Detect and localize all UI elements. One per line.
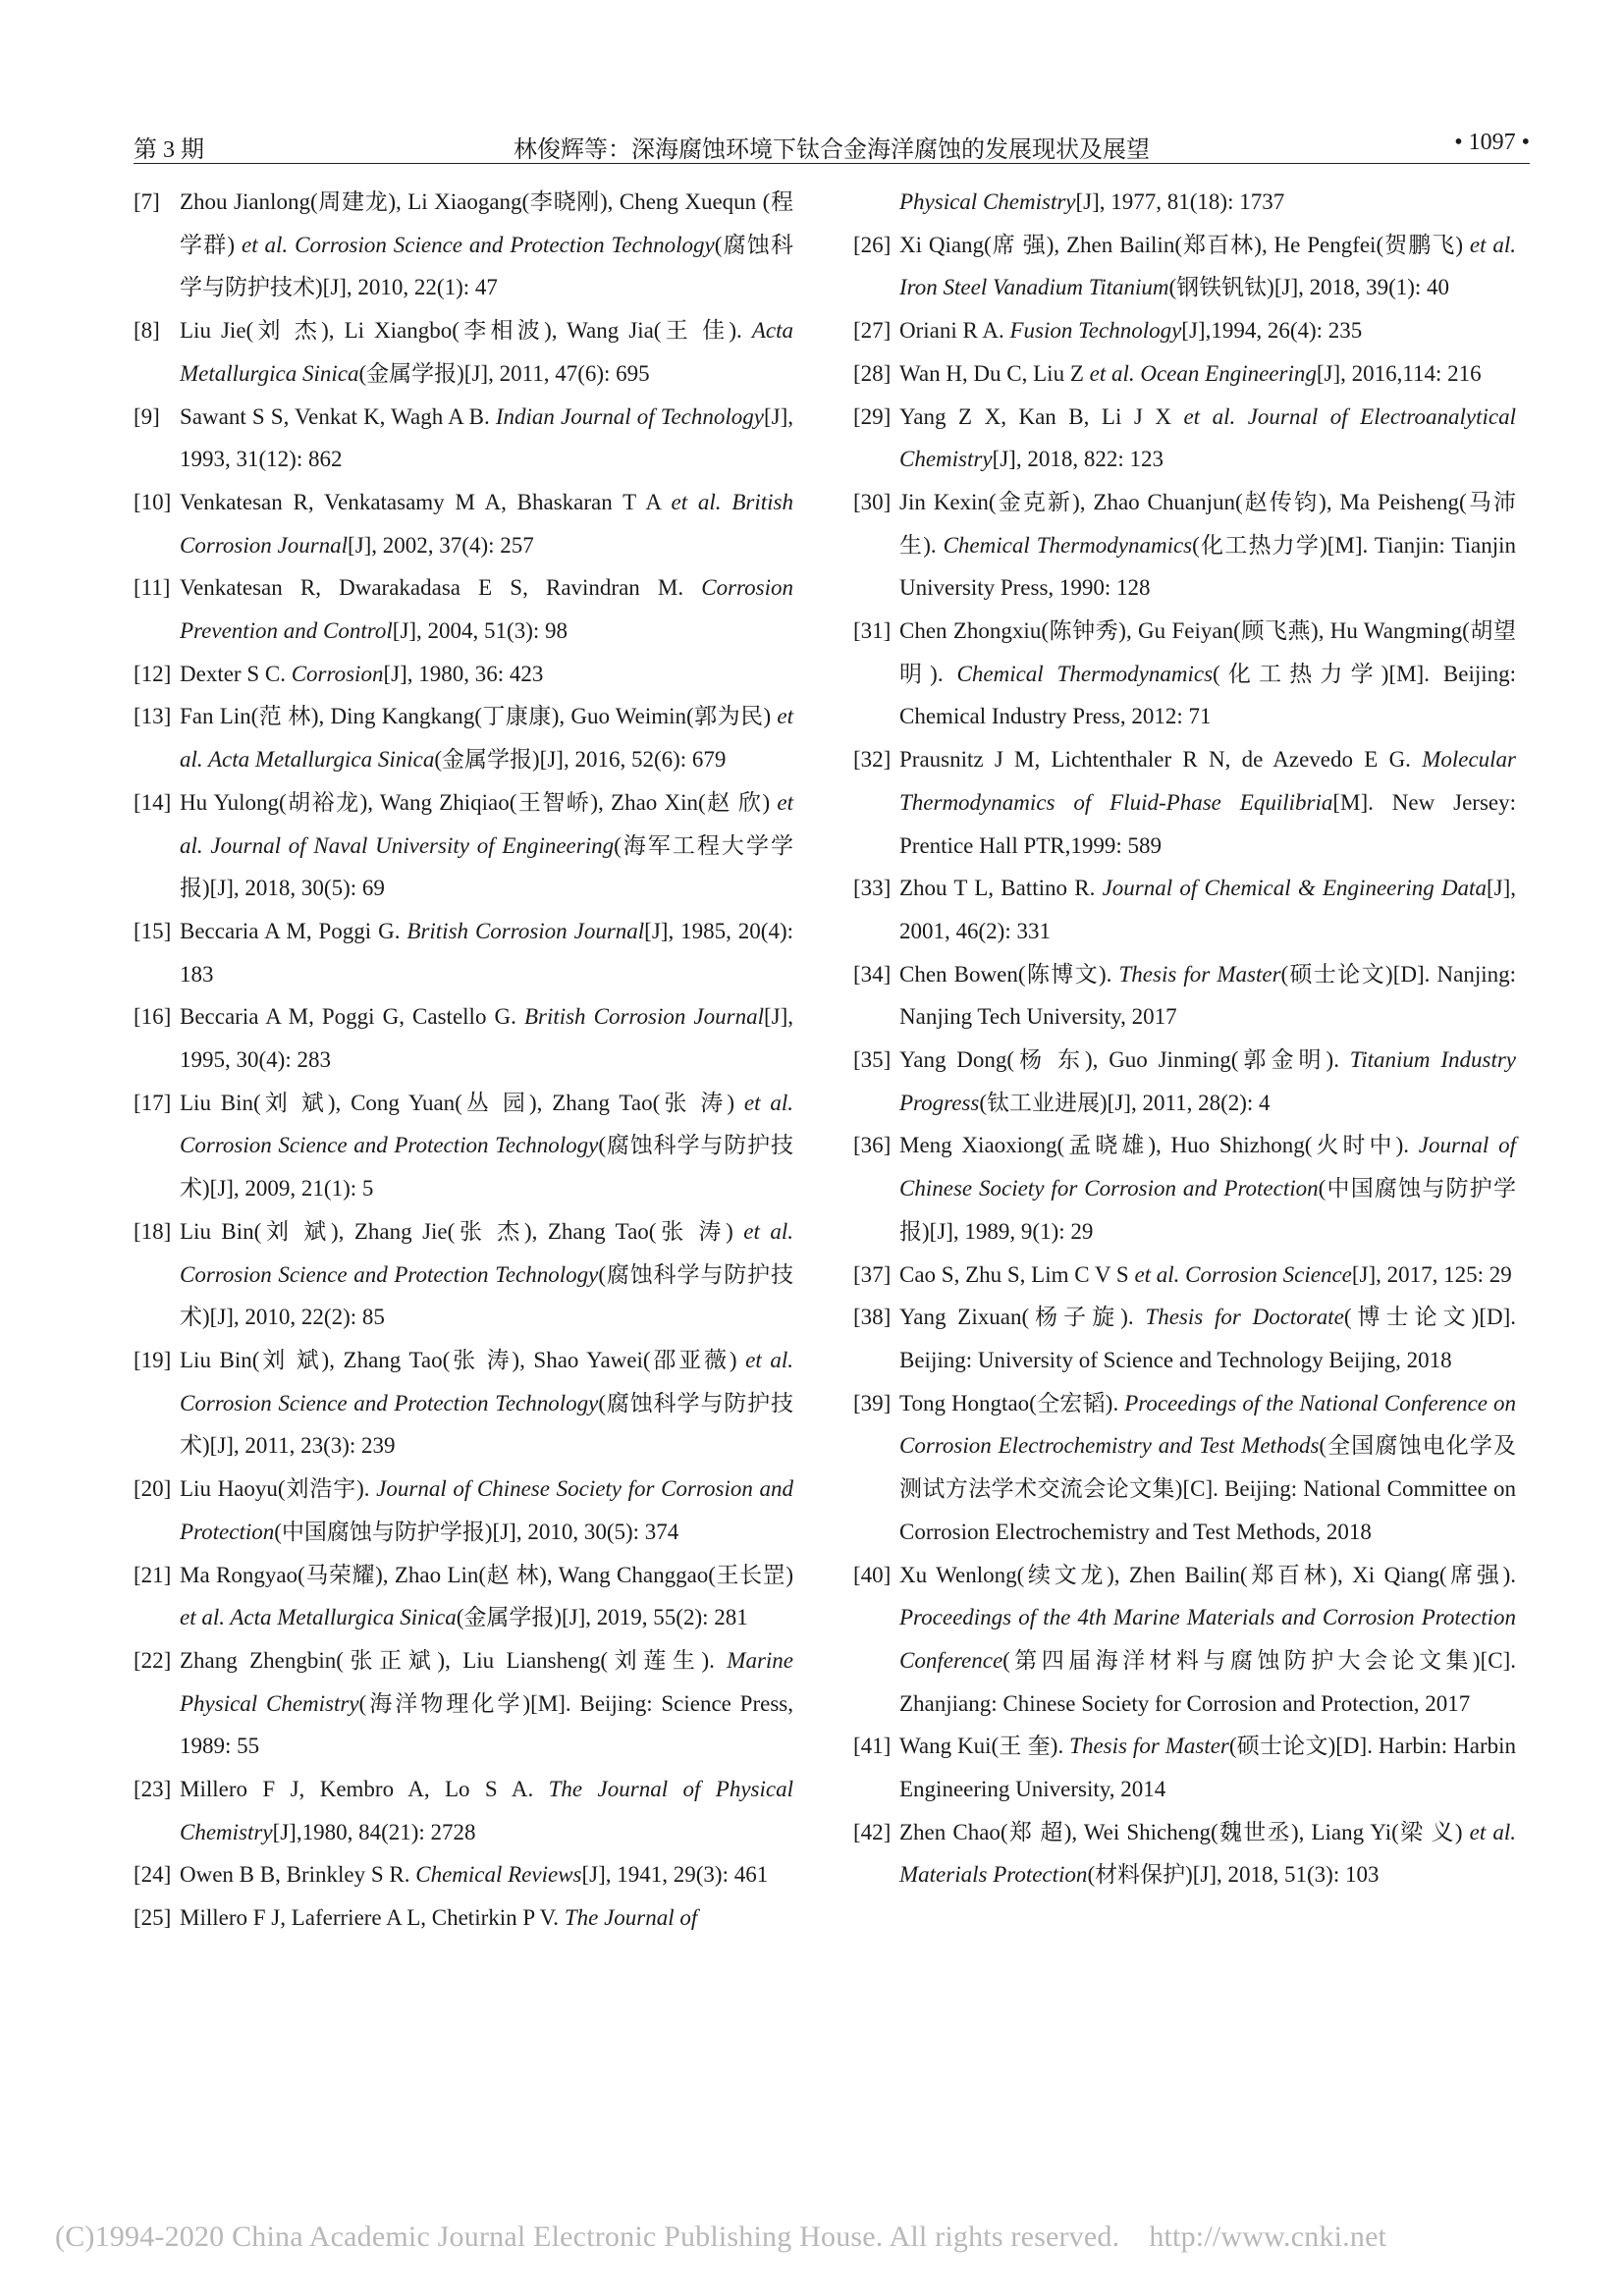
reference-number: [41] — [853, 1734, 892, 1759]
reference-text: Xi Qiang(席 强), Zhen Bailin(郑百林), He Pengfei(贺鹏飞) et al. Iron Steel Vanadium Titanium(钢铁钒钛)[J], 2018, 39(1): 40 — [899, 232, 1516, 300]
reference-continuation: Physical Chemistry[J], 1977, 81(18): 1737 — [899, 189, 1285, 214]
reference-text: Zhou T L, Battino R. Journal of Chemical & Engineering Data[J], 2001, 46(2): 331 — [899, 876, 1516, 943]
reference-text: Liu Bin(刘 斌), Cong Yuan(丛 园), Zhang Tao(张 涛) et al. Corrosion Science and Protection Technology(腐蚀科学与防护技术)[J], 2009, 21(1): 5 — [180, 1090, 793, 1201]
reference-item — [853, 738, 1516, 867]
reference-number: [37] — [853, 1261, 892, 1287]
reference-item — [853, 867, 1516, 952]
reference-item — [134, 995, 793, 1081]
reference-text: Beccaria A M, Poggi G, Castello G. British Corrosion Journal[J], 1995, 30(4): 283 — [180, 1004, 793, 1073]
copyright-footer — [55, 2220, 1569, 2254]
reference-text: Ma Rongyao(马荣耀), Zhao Lin(赵 林), Wang Changgao(王长罡) et al. Acta Metallurgica Sinica(金属学报)[J], 2019, 55(2): 281 — [180, 1562, 793, 1630]
reference-number: [20] — [134, 1476, 172, 1502]
reference-item — [853, 352, 1516, 396]
reference-item — [134, 181, 793, 309]
reference-text: Liu Bin(刘 斌), Zhang Tao(张 涛), Shao Yawei(邵亚薇) et al. Corrosion Science and Protection Technology(腐蚀科学与防护技术)[J], 2011, 23(3): 239 — [180, 1347, 793, 1459]
reference-item — [134, 1639, 793, 1768]
reference-number: [27] — [853, 318, 892, 344]
running-title: 林俊辉等：深海腐蚀环境下钛合金海洋腐蚀的发展现状及展望 — [514, 137, 1150, 163]
running-header — [134, 126, 1530, 165]
reference-item — [134, 1768, 793, 1853]
reference-item — [853, 1254, 1516, 1297]
reference-item — [134, 1896, 793, 1940]
reference-number: [25] — [134, 1905, 172, 1931]
reference-text: Meng Xiaoxiong(孟晓雄), Huo Shizhong(火时中). Journal of Chinese Society for Corrosion and Protection(中国腐蚀与防护学报)[J], 1989, 9(1): 29 — [899, 1133, 1516, 1244]
references-left-column — [134, 181, 793, 1940]
reference-text: Liu Bin(刘 斌), Zhang Jie(张 杰), Zhang Tao(张 涛) et al. Corrosion Science and Protection Technology(腐蚀科学与防护技术)[J], 2010, 22(2): 85 — [180, 1218, 793, 1330]
reference-item — [853, 1725, 1516, 1810]
reference-number: [29] — [853, 403, 892, 429]
reference-item — [134, 1210, 793, 1339]
reference-number: [7] — [134, 189, 160, 214]
reference-number: [15] — [134, 918, 172, 943]
reference-text: Yang Zixuan(杨子旋). Thesis for Doctorate(博士论文)[D]. Beijing: University of Science and Technology Beijing, 2018 — [899, 1305, 1517, 1372]
reference-number: [22] — [134, 1647, 172, 1673]
reference-number: [42] — [853, 1819, 892, 1844]
reference-number: [30] — [853, 489, 892, 514]
reference-item — [853, 1554, 1516, 1726]
reference-number: [9] — [134, 403, 160, 429]
reference-text: Prausnitz J M, Lichtenthaler R N, de Azevedo E G. Molecular Thermodynamics of Fluid-Phase Equilibria[M]. New Jersey: Prentice Hall PTR,1999: 589 — [899, 747, 1516, 858]
reference-text: Wan H, Du C, Liu Z et al. Ocean Engineering[J], 2016,114: 216 — [899, 360, 1482, 386]
reference-text: Sawant S S, Venkat K, Wagh A B. Indian Journal of Technology[J], 1993, 31(12): 862 — [180, 403, 793, 472]
reference-text: Oriani R A. Fusion Technology[J],1994, 26(4): 235 — [899, 318, 1363, 344]
reference-number: [16] — [134, 1004, 172, 1030]
reference-text: Liu Jie(刘 杰), Li Xiangbo(李相波), Wang Jia(王 佳). Acta Metallurgica Sinica(金属学报)[J], 2011, 47(6): 695 — [180, 318, 793, 386]
reference-text: Millero F J, Kembro A, Lo S A. The Journal of Physical Chemistry[J],1980, 84(21): 2728 — [180, 1777, 794, 1844]
reference-text: Fan Lin(范 林), Ding Kangkang(丁康康), Guo Weimin(郭为民) et al. Acta Metallurgica Sinica(金属学报)[J], 2016, 52(6): 679 — [180, 704, 793, 773]
reference-text: Beccaria A M, Poggi G. British Corrosion Journal[J], 1985, 20(4): 183 — [180, 918, 794, 987]
reference-number: [21] — [134, 1562, 172, 1587]
reference-number: [23] — [134, 1777, 172, 1802]
reference-number: [10] — [134, 489, 172, 514]
reference-number: [19] — [134, 1347, 172, 1372]
reference-item — [853, 396, 1516, 481]
reference-item — [134, 1853, 793, 1896]
reference-text: Wang Kui(王 奎). Thesis for Master(硕士论文)[D]. Harbin: Harbin Engineering University, 2014 — [899, 1734, 1516, 1802]
reference-item — [134, 481, 793, 566]
reference-number: [36] — [853, 1133, 892, 1158]
reference-item — [134, 396, 793, 481]
reference-text: Xu Wenlong(续文龙), Zhen Bailin(郑百林), Xi Qiang(席强). Proceedings of the 4th Marine Materials and Corrosion Protection Conference(第四届海洋材料与腐蚀防护大会论文集)[C]. Zhanjiang: Chinese Society for Corrosion and Protection, 2017 — [899, 1562, 1516, 1716]
reference-item — [853, 1296, 1516, 1381]
reference-number: [35] — [853, 1047, 892, 1073]
reference-number: [32] — [853, 747, 892, 773]
reference-number: [34] — [853, 961, 892, 987]
reference-item — [853, 1382, 1516, 1554]
reference-text: Owen B B, Brinkley S R. Chemical Reviews[J], 1941, 29(3): 461 — [180, 1862, 769, 1888]
reference-text: Liu Haoyu(刘浩宇). Journal of Chinese Society for Corrosion and Protection(中国腐蚀与防护学报)[J], 2010, 30(5): 374 — [180, 1476, 793, 1544]
reference-text: Chen Bowen(陈博文). Thesis for Master(硕士论文)[D]. Nanjing: Nanjing Tech University, 2017 — [899, 961, 1516, 1030]
reference-item — [134, 781, 793, 910]
reference-number: [26] — [853, 232, 892, 257]
reference-item — [134, 1339, 793, 1468]
reference-text: Yang Dong(杨 东), Guo Jinming(郭金明). Titanium Industry Progress(钛工业进展)[J], 2011, 28(2): 4 — [899, 1047, 1516, 1115]
reference-text: Chen Zhongxiu(陈钟秀), Gu Feiyan(顾飞燕), Hu Wangming(胡望明). Chemical Thermodynamics(化工热力学)[M]. Beijing: Chemical Industry Press, 2012: 71 — [899, 618, 1517, 729]
reference-number: [17] — [134, 1090, 172, 1115]
reference-text: Venkatesan R, Venkatasamy M A, Bhaskaran T A et al. British Corrosion Journal[J], 2002, 37(4): 257 — [180, 489, 793, 558]
reference-number: [11] — [134, 575, 171, 601]
reference-number: [13] — [134, 704, 172, 729]
reference-number: [33] — [853, 876, 892, 901]
reference-text: Zhen Chao(郑 超), Wei Shicheng(魏世丞), Liang Yi(梁 义) et al. Materials Protection(材料保护)[J], 2018, 51(3): 103 — [899, 1819, 1516, 1888]
reference-text: Tong Hongtao(仝宏韬). Proceedings of the National Conference on Corrosion Electrochemistry and Test Methods(全国腐蚀电化学及测试方法学术交流会论文集)[C]. Beijing: National Committee on Corrosion Electrochemistry and Test Methods, 2018 — [899, 1390, 1516, 1544]
reference-item — [134, 695, 793, 780]
reference-item — [853, 1039, 1516, 1124]
reference-number: [28] — [853, 360, 892, 386]
header-rule — [134, 163, 1530, 164]
reference-item — [134, 1468, 793, 1553]
reference-text: Jin Kexin(金克新), Zhao Chuanjun(赵传钧), Ma Peisheng(马沛生). Chemical Thermodynamics(化工热力学)[M]. Tianjin: Tianjin University Press, 1990: 128 — [899, 489, 1516, 601]
reference-text: Venkatesan R, Dwarakadasa E S, Ravindran M. Corrosion Prevention and Control[J], 2004, 51(3): 98 — [180, 575, 793, 644]
reference-number: [40] — [853, 1562, 892, 1587]
copyright-text: (C)1994-2020 China Academic Journal Electronic Publishing House. All rights reserved. — [55, 2220, 1120, 2253]
reference-item — [853, 481, 1516, 610]
reference-item — [853, 309, 1516, 352]
reference-number: [39] — [853, 1390, 892, 1415]
reference-text: Zhang Zhengbin(张正斌), Liu Liansheng(刘莲生). Marine Physical Chemistry(海洋物理化学)[M]. Beijing: Science Press, 1989: 55 — [180, 1647, 793, 1759]
reference-text: Yang Z X, Kan B, Li J X et al. Journal of Electroanalytical Chemistry[J], 2018, 822: 123 — [899, 403, 1517, 472]
reference-number: [38] — [853, 1305, 892, 1330]
reference-number: [18] — [134, 1218, 172, 1244]
issue-label: 第 3 期 — [134, 137, 204, 163]
reference-text: Zhou Jianlong(周建龙), Li Xiaogang(李晓刚), Cheng Xuequn (程学群) et al. Corrosion Science and Protection Technology(腐蚀科学与防护技术)[J], 2010, 22(1): 47 — [180, 189, 793, 300]
reference-item — [853, 953, 1516, 1039]
reference-text: Dexter S C. Corrosion[J], 1980, 36: 423 — [180, 661, 544, 686]
reference-number: [8] — [134, 318, 160, 344]
reference-item — [134, 1554, 793, 1639]
reference-item — [853, 1811, 1516, 1896]
reference-text: Hu Yulong(胡裕龙), Wang Zhiqiao(王智峤), Zhao Xin(赵 欣) et al. Journal of Naval University of Engineering(海军工程大学学报)[J], 2018, 30(5): 69 — [180, 789, 793, 901]
reference-number: [12] — [134, 661, 172, 686]
reference-text: Cao S, Zhu S, Lim C V S et al. Corrosion Science[J], 2017, 125: 29 — [899, 1261, 1512, 1287]
reference-item — [134, 653, 793, 696]
reference-item — [853, 224, 1516, 309]
reference-item — [853, 1124, 1516, 1253]
references-right-column — [853, 181, 1516, 1896]
reference-item — [134, 309, 793, 395]
reference-number: [31] — [853, 618, 892, 644]
reference-number: [14] — [134, 789, 172, 815]
cnki-link[interactable]: http://www.cnki.net — [1149, 2220, 1387, 2253]
reference-item — [134, 1082, 793, 1210]
reference-item — [134, 566, 793, 652]
reference-item — [853, 610, 1516, 738]
page-number: • 1097 • — [1454, 130, 1530, 155]
reference-number: [24] — [134, 1862, 172, 1888]
reference-item — [134, 910, 793, 995]
reference-text: Millero F J, Laferriere A L, Chetirkin P V. The Journal of — [180, 1905, 698, 1931]
